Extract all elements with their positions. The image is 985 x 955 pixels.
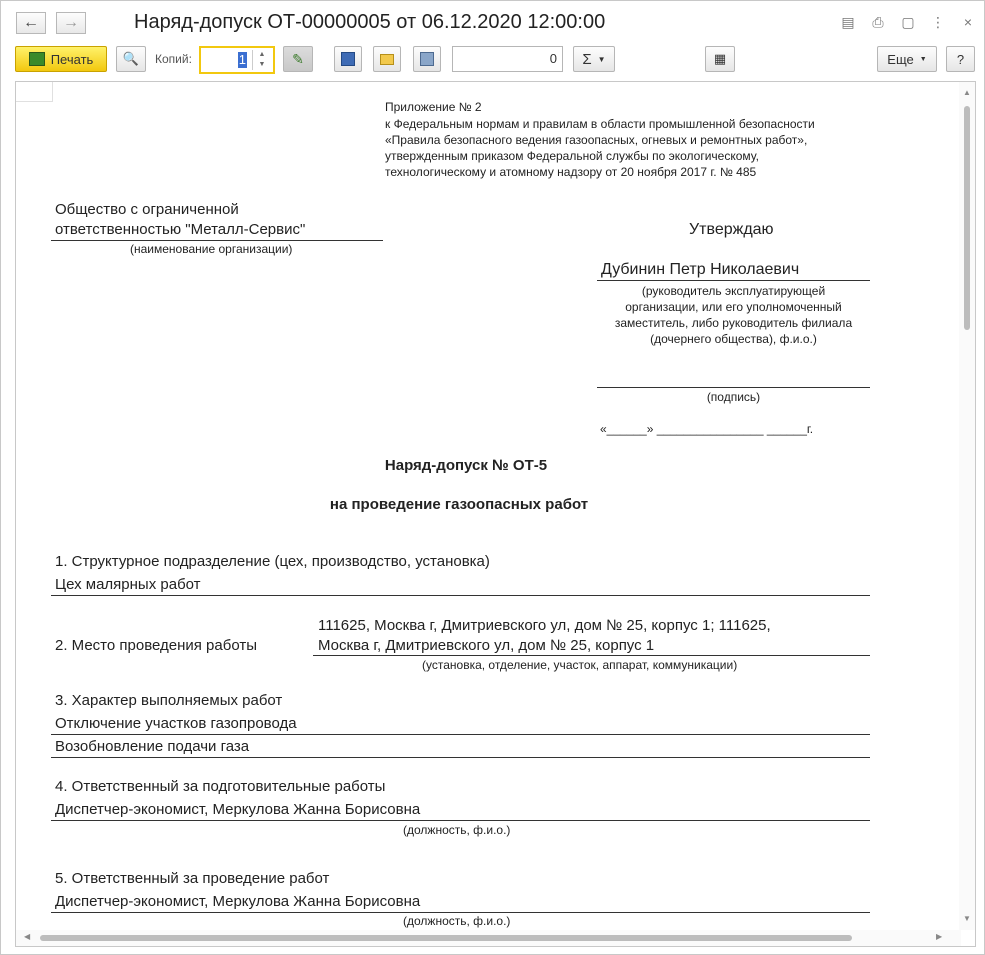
appendix-line: к Федеральным нормам и правилам в области промышленной безопасности [385,117,815,131]
horizontal-scrollbar[interactable] [16,930,961,946]
approve-label: Утверждаю [689,221,774,238]
document-heading: Наряд-допуск № ОТ-5 [384,457,548,474]
horizontal-scroll-thumb[interactable] [40,935,852,941]
edit-button[interactable] [283,46,313,72]
section-3-underline-2 [51,757,870,758]
edit-icon: ✎ [292,50,304,67]
section-2-label: 2. Место проведения работы [55,637,258,654]
manager-caption: заместитель, либо руководитель филиала [614,316,853,330]
manager-caption: (дочернего общества), ф.и.о.) [650,332,817,346]
printer-green-icon [29,52,45,66]
chevron-down-icon: ▼ [597,54,606,64]
more-button-label: Еще [887,51,914,67]
email-button[interactable] [373,46,401,72]
scroll-up-icon[interactable]: ▲ [963,88,971,97]
copies-input[interactable] [199,46,275,74]
appendix-line: утвержденным приказом Федеральной службы по экологическому, [385,149,759,163]
section-2-value-line2: Москва г, Дмитриевского ул, дом № 25, корпус 1 [318,637,655,654]
section-5-label: 5. Ответственный за проведение работ [55,870,330,887]
section-1-label: 1. Структурное подразделение (цех, производство, установка) [55,553,490,570]
forward-button[interactable] [56,12,86,34]
sigma-icon: Σ [582,50,592,68]
manager-caption: (руководитель эксплуатирующей [641,284,826,298]
more-vertical-icon[interactable]: ⋮ [931,13,945,30]
section-5-underline [51,912,870,913]
org-underline [51,240,383,241]
preview-icon[interactable]: ▢ [901,13,915,30]
date-line: «______» ________________ ______г. [600,422,814,436]
signature-caption: (подпись) [706,390,761,404]
help-button-label: ? [956,51,965,67]
print-icon[interactable]: ⎙ [872,13,884,30]
toolbar [1,43,984,79]
section-4-label: 4. Ответственный за подготовительные работы [55,778,386,795]
copies-value: 1 [238,52,246,67]
appendix-line: Приложение № 2 [385,100,482,114]
section-2-caption: (установка, отделение, участок, аппарат, коммуникации) [422,658,738,672]
floppy-icon [341,52,355,66]
section-5-caption: (должность, ф.и.о.) [403,914,511,928]
section-4-caption: (должность, ф.и.о.) [403,823,511,837]
more-button[interactable] [877,46,937,72]
section-3-value-1: Отключение участков газопровода [55,715,297,732]
table-button[interactable] [705,46,735,72]
save-icon[interactable]: ▤ [841,13,855,30]
scroll-right-icon[interactable]: ▶ [936,932,943,941]
sum-field[interactable]: 0 [452,46,563,72]
copy-button[interactable] [413,46,441,72]
org-name-line1: Общество с ограниченной [55,201,239,218]
section-1-value: Цех малярных работ [55,576,201,593]
scroll-down-icon[interactable]: ▼ [963,914,971,923]
section-1-underline [51,595,870,596]
print-button[interactable] [15,46,107,72]
save-file-button[interactable] [334,46,362,72]
section-2-value-line1: 111625, Москва г, Дмитриевского ул, дом № 25, корпус 1; 111625, [318,617,771,634]
org-caption: (наименование организации) [130,242,293,256]
sheet-corner [16,82,53,102]
sum-dropdown[interactable] [573,46,615,72]
forward-arrow-icon: → [63,14,79,31]
chevron-down-icon: ▼ [919,55,927,63]
appendix-line: технологическому и атомному надзору от 20 ноября 2017 г. № 485 [385,165,757,179]
back-button[interactable] [16,12,46,34]
search-doc-icon: 🔍 [122,51,140,66]
vertical-scroll-thumb[interactable] [964,106,970,330]
manager-name: Дубинин Петр Николаевич [601,261,800,278]
section-4-underline [51,820,870,821]
print-button-label: Печать [50,51,94,67]
mail-icon [380,54,394,65]
preview-button[interactable] [116,46,146,72]
help-button[interactable] [946,46,975,72]
org-name-line2: ответственностью "Металл-Сервис" [55,221,306,238]
section-3-value-2: Возобновление подачи газа [55,738,250,755]
table-icon: ▦ [713,51,727,66]
close-icon[interactable]: × [963,14,973,30]
section-5-value: Диспетчер-экономист, Меркулова Жанна Борисовна [55,893,421,910]
manager-caption: организации, или его уполномоченный [625,300,842,314]
document-subheading: на проведение газоопасных работ [329,496,589,513]
section-2-underline [313,655,870,656]
copies-label: Копий: [155,52,192,66]
manager-underline [597,280,870,281]
appendix-line: «Правила безопасного ведения газоопасных, огневых и ремонтных работ», [385,133,808,147]
section-3-underline-1 [51,734,870,735]
copies-stepper[interactable]: ▲ ▼ [252,50,271,70]
copy-icon [420,52,434,66]
title-bar [1,1,984,43]
section-4-value: Диспетчер-экономист, Меркулова Жанна Борисовна [55,801,421,818]
section-3-label: 3. Характер выполняемых работ [55,692,283,709]
window-title: Наряд-допуск ОТ-00000005 от 06.12.2020 12:00:00 [134,11,606,33]
back-arrow-icon: ← [23,14,39,31]
signature-underline [597,387,870,388]
document-area[interactable] [15,81,976,947]
scroll-left-icon[interactable]: ◀ [24,932,31,941]
vertical-scrollbar[interactable] [959,82,975,930]
